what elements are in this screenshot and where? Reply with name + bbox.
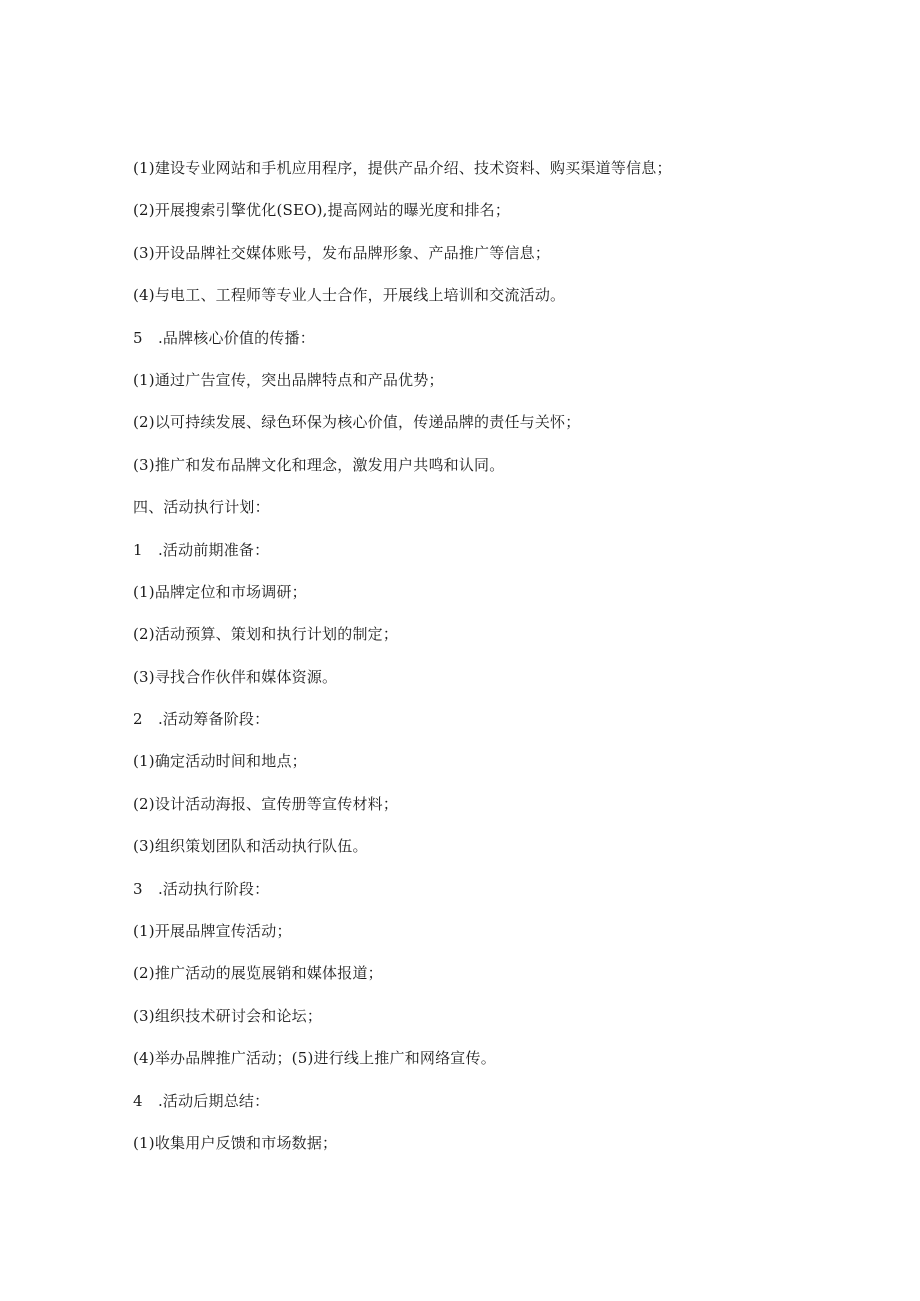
list-item-sustainability: (2)以可持续发展、绿色环保为核心价值，传递品牌的责任与关怀； [133, 413, 581, 432]
list-item-time-place: (1)确定活动时间和地点； [133, 752, 307, 771]
list-item-online-training: (4)与电工、工程师等专业人士合作，开展线上培训和交流活动。 [133, 286, 566, 305]
list-item-team: (3)组织策划团队和活动执行队伍。 [133, 837, 368, 856]
list-item-promotion-online: (4)举办品牌推广活动；(5)进行线上推广和网络宣传。 [133, 1049, 496, 1068]
list-item-exhibition: (2)推广活动的展览展销和媒体报道； [133, 964, 383, 983]
list-item-website-app: (1)建设专业网站和手机应用程序，提供产品介绍、技术资料、购买渠道等信息； [133, 159, 672, 177]
section-heading-summary: 4 .活动后期总结： [133, 1091, 270, 1110]
list-item-posters: (2)设计活动海报、宣传册等宣传材料； [133, 794, 399, 813]
list-item-advertising: (1)通过广告宣传，突出品牌特点和产品优势； [133, 370, 444, 389]
section-heading-planning-stage: 2 .活动筹备阶段： [133, 710, 270, 729]
section-heading-preparation: 1 .活动前期准备： [133, 540, 270, 559]
list-item-social-media: (3)开设品牌社交媒体账号，发布品牌形象、产品推广等信息； [133, 243, 551, 262]
section-heading-execution-stage: 3 .活动执行阶段： [133, 879, 270, 898]
list-item-partners: (3)寻找合作伙伴和媒体资源。 [133, 667, 338, 686]
document-body [133, 158, 793, 1153]
list-item-brand-campaign: (1)开展品牌宣传活动； [133, 922, 292, 941]
list-item-feedback: (1)收集用户反馈和市场数据； [133, 1133, 338, 1152]
list-item-seminar: (3)组织技术研讨会和论坛； [133, 1006, 323, 1025]
list-item-brand-culture: (3)推广和发布品牌文化和理念，激发用户共鸣和认同。 [133, 455, 505, 474]
chapter-heading-execution-plan: 四、活动执行计划： [133, 498, 270, 517]
list-item-positioning: (1)品牌定位和市场调研； [133, 582, 307, 601]
list-item-budget: (2)活动预算、策划和执行计划的制定； [133, 625, 399, 644]
list-item-seo: (2)开展搜索引擎优化(SEO),提高网站的曝光度和排名； [133, 201, 511, 220]
section-heading-core-value: 5 .品牌核心价值的传播： [133, 328, 315, 347]
